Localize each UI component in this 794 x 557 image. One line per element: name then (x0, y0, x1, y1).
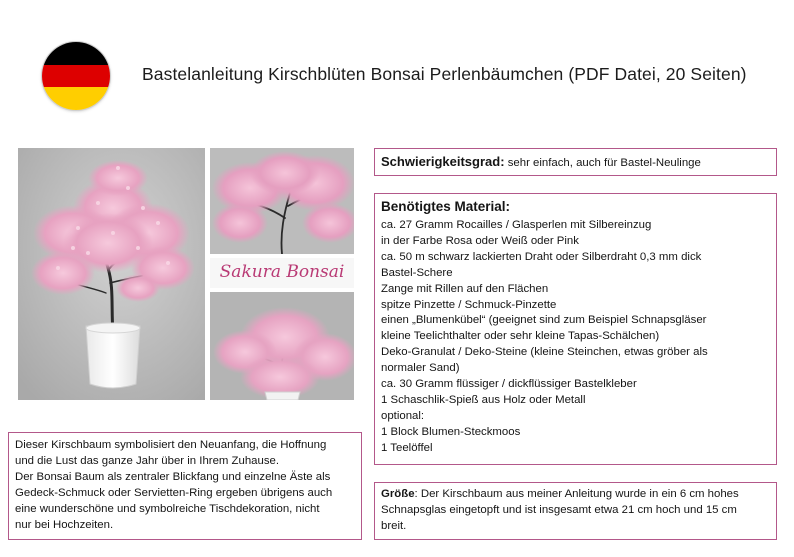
description-text (15, 438, 355, 533)
size-text (381, 487, 768, 535)
size-line: Schnapsglas eingetopft und ist insgesamt etwa 21 cm hoch und 15 cm (381, 503, 737, 516)
difficulty-row (381, 154, 701, 172)
difficulty-value: sehr einfach, auch für Bastel-Neulinge (504, 157, 701, 169)
list-item: 1 Block Blumen-Steckmoos (381, 425, 521, 438)
materials-list (381, 218, 708, 457)
description-line: und die Lust das ganze Jahr über in Ihrem Zuhause. (15, 454, 280, 467)
description-line: Gedeck-Schmuck oder Servietten-Ring ergeben übrigens auch (15, 486, 333, 499)
list-item: einen „Blumenkübel“ (geeignet sind zum Beispiel Schnapsgläser (381, 314, 707, 327)
difficulty-label: Schwierigkeitsgrad: (381, 154, 505, 169)
difficulty-box (374, 148, 777, 176)
list-item: spitze Pinzette / Schmuck-Pinzette (381, 298, 557, 311)
description-line: nur bei Hochzeiten. (15, 518, 114, 531)
description-box (8, 432, 362, 540)
size-box (374, 482, 777, 540)
bonsai-photo-main (18, 148, 205, 400)
list-item: in der Farbe Rosa oder Weiß oder Pink (381, 234, 579, 247)
flag-stripe-red (42, 65, 110, 88)
size-label: Größe (381, 488, 415, 500)
list-item: 1 Teelöffel (381, 441, 433, 454)
list-item: Deko-Granulat / Deko-Steine (kleine Steinchen, etwas gröber als (381, 346, 708, 359)
german-flag-icon (42, 42, 110, 110)
materials-heading: Benötigtes Material: (381, 199, 511, 214)
description-line: Der Bonsai Baum als zentraler Blickfang und einzelne Äste als (15, 470, 331, 483)
description-line: Dieser Kirschbaum symbolisiert den Neuanfang, die Hoffnung (15, 439, 327, 451)
list-item: kleine Teelichthalter oder sehr kleine Tapas-Schälchen) (381, 330, 660, 343)
bonsai-photo-closeup (210, 148, 354, 254)
banner-text: Sakura Bonsai (219, 262, 345, 282)
list-item: optional: (381, 409, 425, 422)
list-item: ca. 27 Gramm Rocailles / Glasperlen mit Silbereinzug (381, 219, 652, 231)
flag-stripe-gold (42, 87, 110, 110)
size-line: breit. (381, 519, 407, 532)
list-item: 1 Schaschlik-Spieß aus Holz oder Metall (381, 393, 586, 406)
list-item: ca. 30 Gramm flüssiger / dickflüssiger Bastelkleber (381, 378, 637, 391)
size-line (381, 487, 768, 503)
size-line-text: : Der Kirschbaum aus meiner Anleitung wurde in ein 6 cm hohes (414, 488, 739, 500)
bonsai-photo-detail (210, 292, 354, 400)
page-title: Bastelanleitung Kirschblüten Bonsai Perlenbäumchen (PDF Datei, 20 Seiten) (142, 64, 747, 84)
description-line: eine wunderschöne und symbolreiche Tischdekoration, nicht (15, 502, 320, 515)
list-item: ca. 50 m schwarz lackierten Draht oder Silberdraht 0,3 mm dick (381, 250, 702, 263)
materials-box (374, 193, 777, 465)
list-item: Bastel-Schere (381, 266, 453, 279)
flag-stripe-black (42, 42, 110, 65)
list-item: normaler Sand) (381, 362, 460, 375)
sakura-bonsai-banner (210, 258, 354, 288)
list-item: Zange mit Rillen auf den Flächen (381, 282, 549, 295)
